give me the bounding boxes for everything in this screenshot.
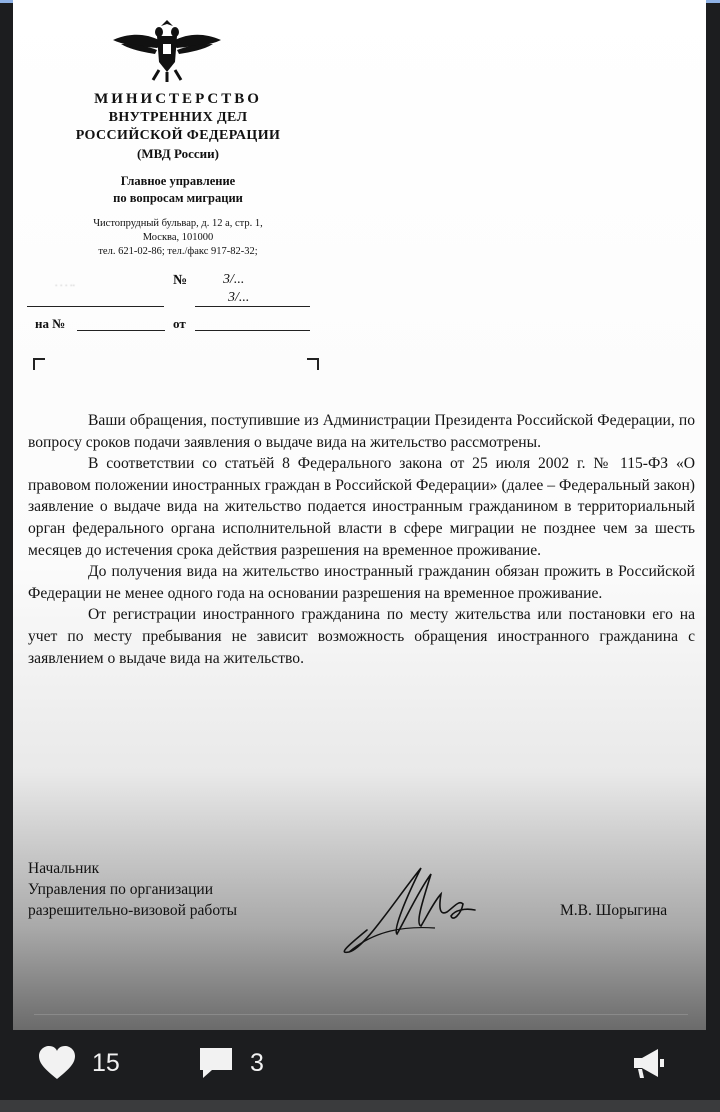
address-line3: тел. 621-02-86; тел./факс 917-82-32; [98,246,258,257]
comment-button[interactable] [198,1046,264,1080]
share-button[interactable] [632,1048,666,1080]
like-count: 15 [92,1048,120,1077]
signatory-title [28,858,237,921]
ministry-header [33,90,323,259]
bottom-nav-strip [0,1100,720,1112]
address-line1: Чистопрудный бульвар, д. 12 а, стр. 1, [93,218,263,229]
on-number-underline [77,330,165,331]
heart-icon [38,1046,76,1080]
addressee-corner-left [33,358,45,370]
paragraph-4: От регистрации иностранного гражданина по месту жительства или постановки его на учет по месту пребывания не зависит возможность обращения иностранного гражданина с заявлением о выдаче вида на жительство. [28,606,695,667]
letter-body [28,410,695,669]
date-underline [27,306,164,307]
number-sign: № [173,273,188,288]
signatory-name: М.В. Шорыгина [560,902,668,919]
double-headed-eagle-emblem [111,14,223,82]
department-name-line2: по вопросам миграции [113,191,243,205]
department-name-line1: Главное управление [120,174,236,188]
paragraph-2: В соответствии со статьёй 8 Федерального закона от 25 июля 2002 г. № 115-ФЗ «О правовом положении иностранных граждан в Российской Федерации» (далее – Федеральный закон) заявление о выдаче вида на жительство подается иностранным гражданином в территориальный орган федерального органа исполнительной власти в сфере миграции не позднее чем за шесть месяцев до истечения срока действия разрешения на временное проживание. [28,455,695,559]
from-underline [195,330,310,331]
paragraph-1: Ваши обращения, поступившие из Администрации Президента Российской Федерации, по вопросу сроков подачи заявления о выдаче вида на жительство рассмотрены. [28,412,695,451]
post-actions-bar [0,1030,720,1100]
from-label: от [173,316,186,331]
signatory-title-line2: Управления по организации [28,881,213,898]
like-button[interactable] [38,1046,120,1080]
handwritten-signature [335,860,485,956]
comment-icon [198,1046,234,1080]
reference-number-2: 3/... [228,290,250,305]
megaphone-icon [632,1048,666,1080]
comment-count: 3 [250,1048,264,1077]
address-line2: Москва, 101000 [142,232,214,243]
scanned-document [13,0,706,1030]
signatory-title-line1: Начальник [28,860,100,877]
paragraph-3: До получения вида на жительство иностранный гражданин обязан прожить в Российской Федерации не менее одного года на основании разрешения на временное проживание. [28,563,695,602]
on-number-label: на № [35,316,66,331]
actions-divider [34,1014,688,1015]
reference-number-1: 3/... [223,272,245,287]
ministry-title: МИНИСТЕРСТВО [94,91,262,107]
addressee-corner-right [307,358,319,370]
ministry-abbreviation: (МВД России) [137,146,219,161]
signatory-title-line3: разрешительно-визовой работы [28,902,238,919]
ministry-subtitle: ВНУТРЕННИХ ДЕЛ [108,110,248,125]
ministry-country: РОССИЙСКОЙ ФЕДЕРАЦИИ [75,128,281,143]
blurred-date: . . . .. [55,278,75,289]
number-underline [195,306,310,307]
